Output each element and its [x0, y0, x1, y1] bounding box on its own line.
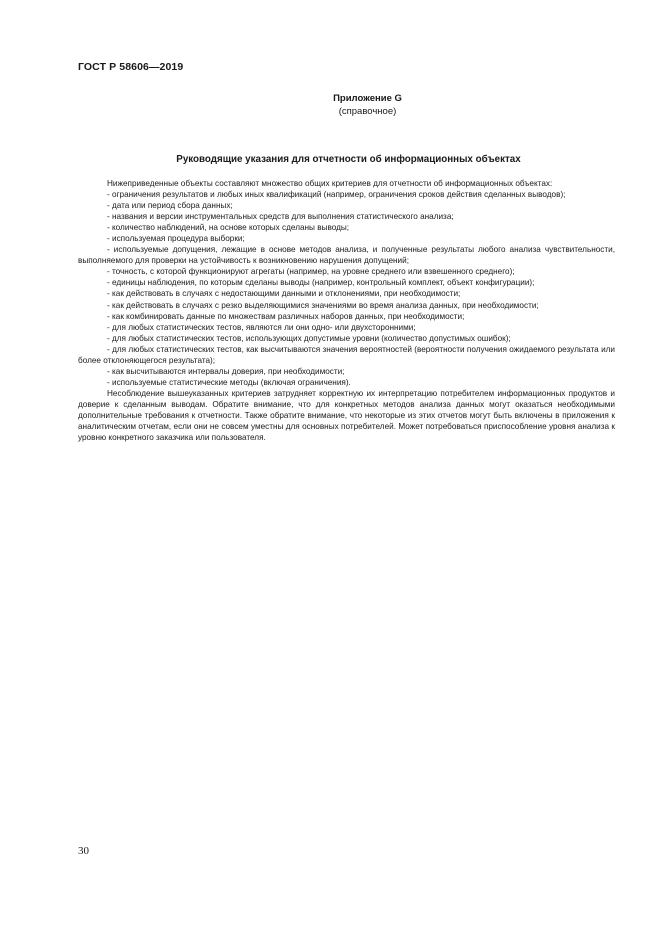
list-item: - названия и версии инструментальных средств для выполнения статистического анализа; [107, 212, 454, 222]
annex-subtitle: (справочное) [338, 106, 397, 117]
list-item: - как действовать в случаях с резко выделяющимися значениями во время анализа данных, при необходимости; [107, 300, 539, 310]
document-body [78, 178, 615, 443]
list-item: - для любых статистических тестов, являются ли они одно- или двухсторонними; [107, 322, 416, 332]
list-item: - как действовать в случаях с недостающими данными и отклонениями, при необходимости; [107, 289, 461, 299]
list-item: - единицы наблюдения, по которым сделаны выводы (например, контрольный комплект, объект конфигурации); [107, 278, 535, 288]
list-item: - для любых статистических тестов, использующих допустимые уровни (количество допустимых ошибок); [107, 333, 511, 343]
annex-heading [78, 92, 619, 118]
annex-title: Приложение G [333, 93, 402, 104]
list-item: - дата или период сбора данных; [107, 201, 233, 211]
list-item: - используемые допущения, лежащие в основе методов анализа, и полученные результаты любого анализа чувствительности, выполняемого для проверки на устойчивость к возникновению нарушения допущений; [78, 245, 615, 266]
closing-paragraph: Несоблюдение вышеуказанных критериев затрудняет корректную их интерпретацию потребителем информационных продуктов и доверие к сделанным выводам. Обратите внимание, что для конкретных методов анализа данных могут оказаться необходимыми дополнительные требования к отчетности. Также обратите внимание, что некоторые из этих отчетов могут быть включены в приложения к аналитическим отчетам, если они не совсем уместны для основных потребителей. Может потребоваться приспособление уровня анализа к уровню конкретного заказчика или пользователя. [78, 388, 615, 443]
list-item: - используемая процедура выборки; [107, 234, 245, 244]
list-item: - используемые статистические методы (включая ограничения). [107, 377, 351, 387]
list-item: - ограничения результатов и любых иных квалификаций (например, ограничения сроков действия сделанных выводов); [107, 190, 566, 200]
section-title: Руководящие указания для отчетности об информационных объектах [176, 154, 521, 165]
list-item: - как комбинировать данные по множествам различных наборов данных, при необходимости; [107, 311, 465, 321]
list-item: - как высчитываются интервалы доверия, при необходимости; [107, 366, 345, 376]
page-number: 30 [78, 845, 89, 857]
document-header: ГОСТ Р 58606—2019 [78, 61, 184, 73]
intro-paragraph: Нижеприведенные объекты составляют множество общих критериев для отчетности об информационных объектах: [107, 179, 553, 188]
list-item: - точность, с которой функционируют агрегаты (например, на уровне среднего или взвешенного среднего); [107, 267, 515, 277]
list-item: - для любых статистических тестов, как высчитываются значения вероятностей (вероятности получения ожидаемого результата или более отклоняющегося результата); [78, 344, 615, 365]
list-item: - количество наблюдений, на основе которых сделаны выводы; [107, 223, 350, 233]
